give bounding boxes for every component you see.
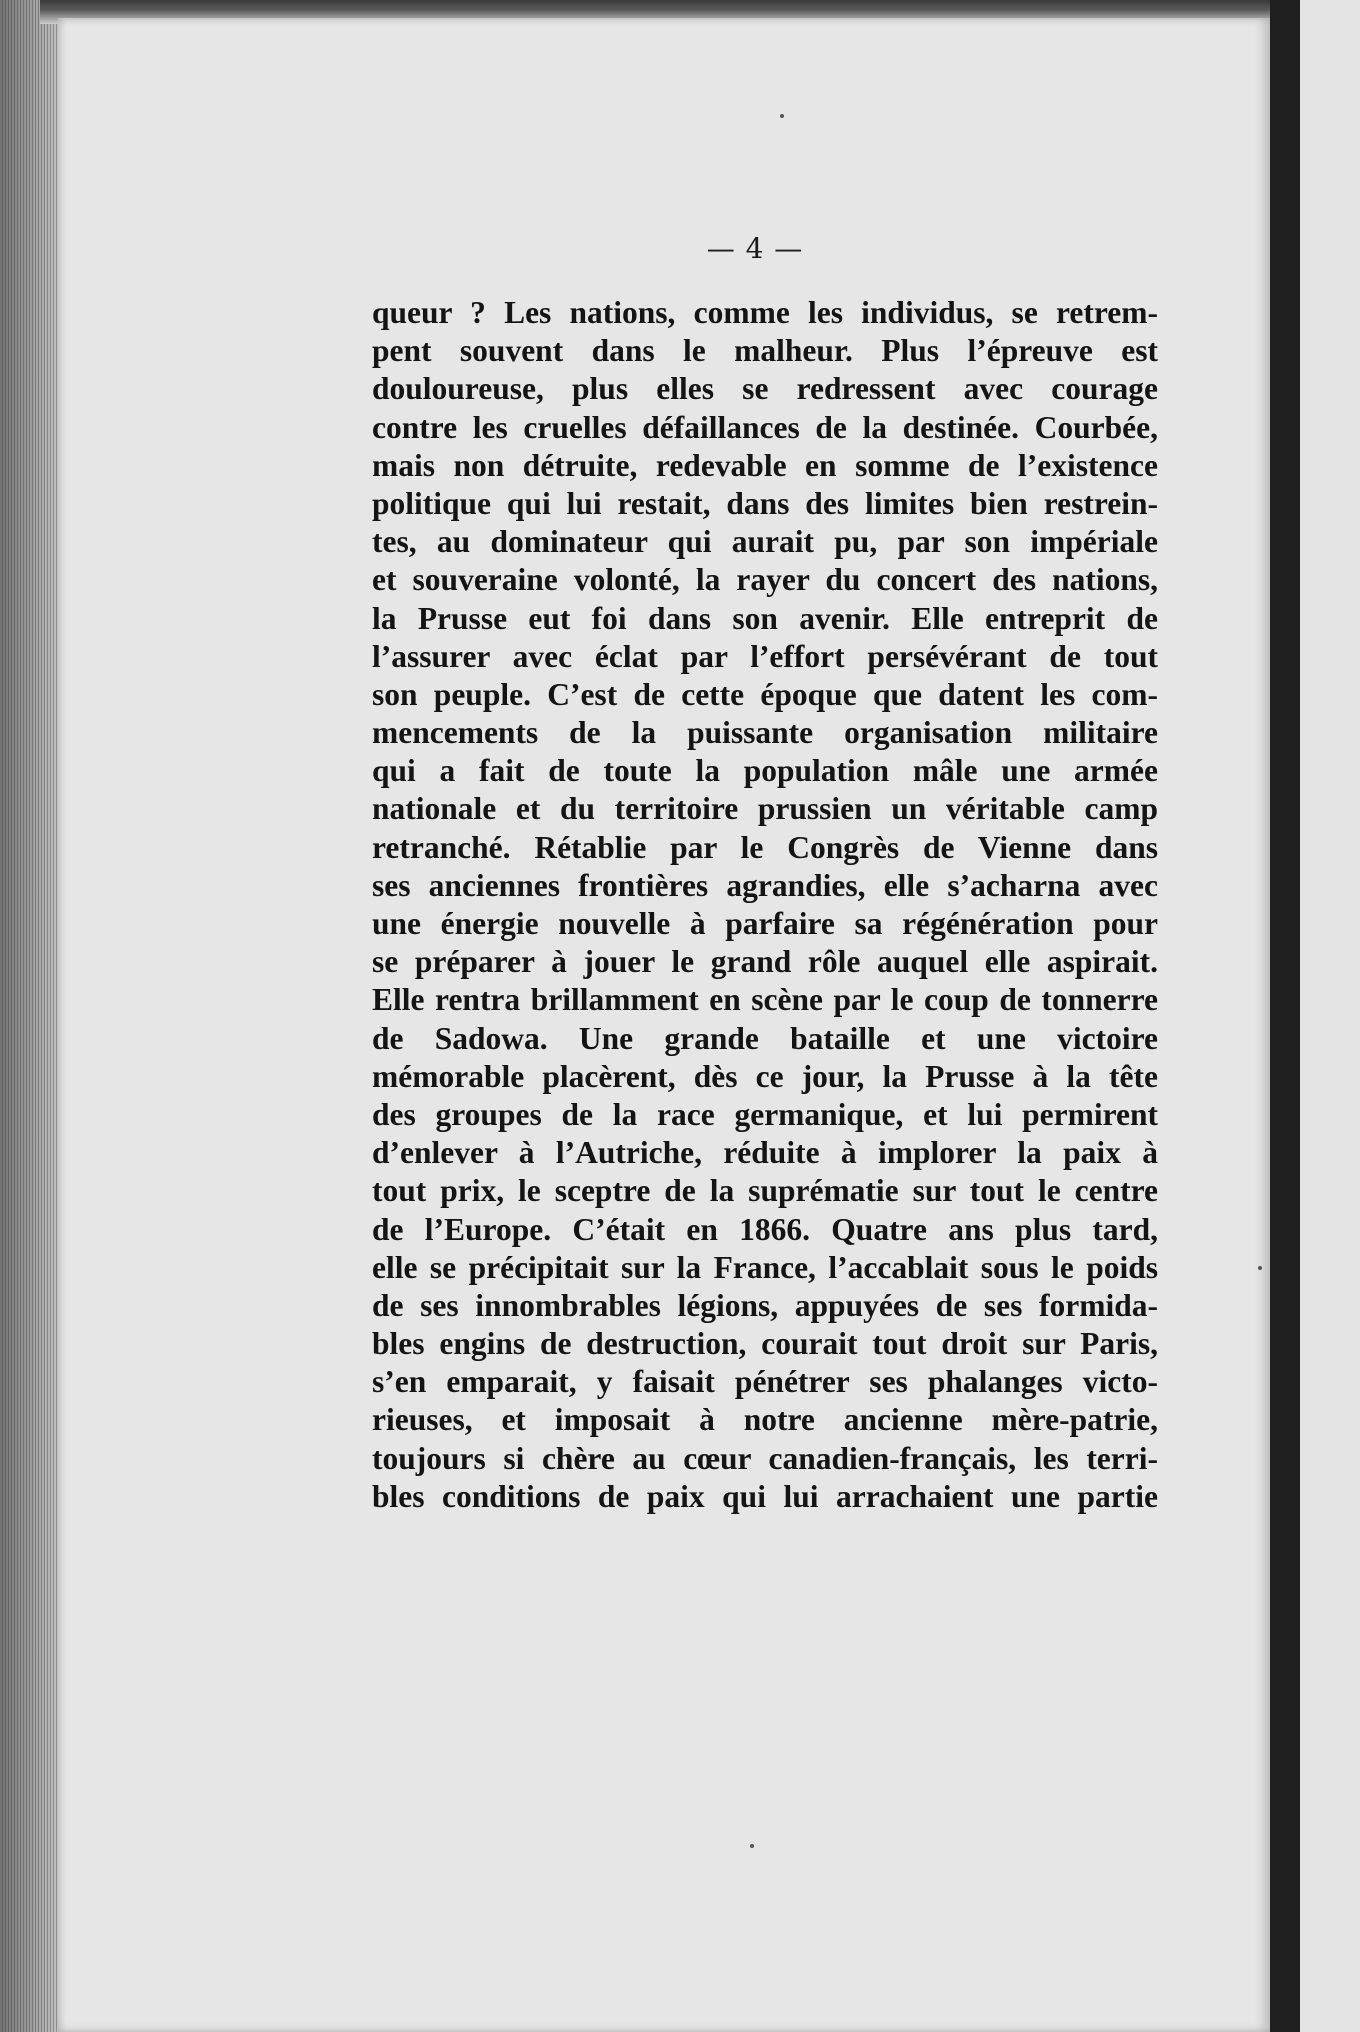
text-line: mais non détruite, redevable en somme de l’existence [372, 447, 1158, 483]
page-number: — 4 — [706, 232, 804, 265]
text-line: tout prix, le sceptre de la suprématie sur tout le centre [372, 1173, 1158, 1209]
text-line: politique qui lui restait, dans des limites bien restrein- [372, 485, 1158, 521]
next-page-edge [1300, 0, 1360, 2032]
text-line: se préparer à jouer le grand rôle auquel elle aspirait. [372, 944, 1158, 980]
text-line: qui a fait de toute la population mâle une armée [372, 753, 1158, 789]
text-line: mencements de la puissante organisation militaire [372, 715, 1158, 751]
text-line: bles engins de destruction, courait tout droit sur Paris, [372, 1326, 1158, 1362]
text-line: des groupes de la race germanique, et lui permirent [372, 1096, 1158, 1132]
text-line: elle se précipitait sur la France, l’accablait sous le poids [372, 1249, 1158, 1285]
text-line: pent souvent dans le malheur. Plus l’épreuve est [372, 333, 1158, 369]
text-line: la Prusse eut foi dans son avenir. Elle entreprit de [372, 600, 1158, 636]
text-line: s’en emparait, y faisait pénétrer ses phalanges victo- [372, 1364, 1158, 1400]
text-line: de Sadowa. Une grande bataille et une victoire [372, 1020, 1158, 1056]
text-line: nationale et du territoire prussien un véritable camp [372, 791, 1158, 827]
text-line: d’enlever à l’Autriche, réduite à implorer la paix à [372, 1135, 1158, 1171]
text-line: de l’Europe. C’était en 1866. Quatre ans plus tard, [372, 1211, 1158, 1247]
text-line: mémorable placèrent, dès ce jour, la Prusse à la tête [372, 1058, 1158, 1094]
text-line: son peuple. C’est de cette époque que datent les com- [372, 676, 1158, 712]
text-line: ses anciennes frontières agrandies, elle s’acharna avec [372, 867, 1158, 903]
text-line: de ses innombrables légions, appuyées de ses formida- [372, 1287, 1158, 1323]
paper-speck [1258, 1266, 1262, 1270]
text-line: contre les cruelles défaillances de la destinée. Courbée, [372, 409, 1158, 445]
text-line: toujours si chère au cœur canadien-français, les terri- [372, 1440, 1158, 1476]
text-line: une énergie nouvelle à parfaire sa régénération pour [372, 906, 1158, 941]
paper-speck [780, 114, 784, 118]
text-line: douloureuse, plus elles se redressent avec courage [372, 371, 1158, 407]
text-line: rieuses, et imposait à notre ancienne mère-patrie, [372, 1402, 1158, 1438]
text-line: queur ? Les nations, comme les individus, se retrem- [372, 295, 1158, 330]
text-line: l’assurer avec éclat par l’effort persévérant de tout [372, 638, 1158, 674]
text-line: tes, au dominateur qui aurait pu, par son impériale [372, 524, 1158, 560]
text-line: et souveraine volonté, la rayer du concert des nations, [372, 562, 1158, 598]
body-text [372, 294, 1158, 1516]
page-stack-shadow [0, 0, 62, 2032]
text-line: Elle rentra brillamment en scène par le coup de tonnerre [372, 982, 1158, 1018]
paper-speck [750, 1844, 754, 1848]
text-line: bles conditions de paix qui lui arrachaient une partie [372, 1478, 1158, 1514]
text-line: retranché. Rétablie par le Congrès de Vienne dans [372, 829, 1158, 865]
